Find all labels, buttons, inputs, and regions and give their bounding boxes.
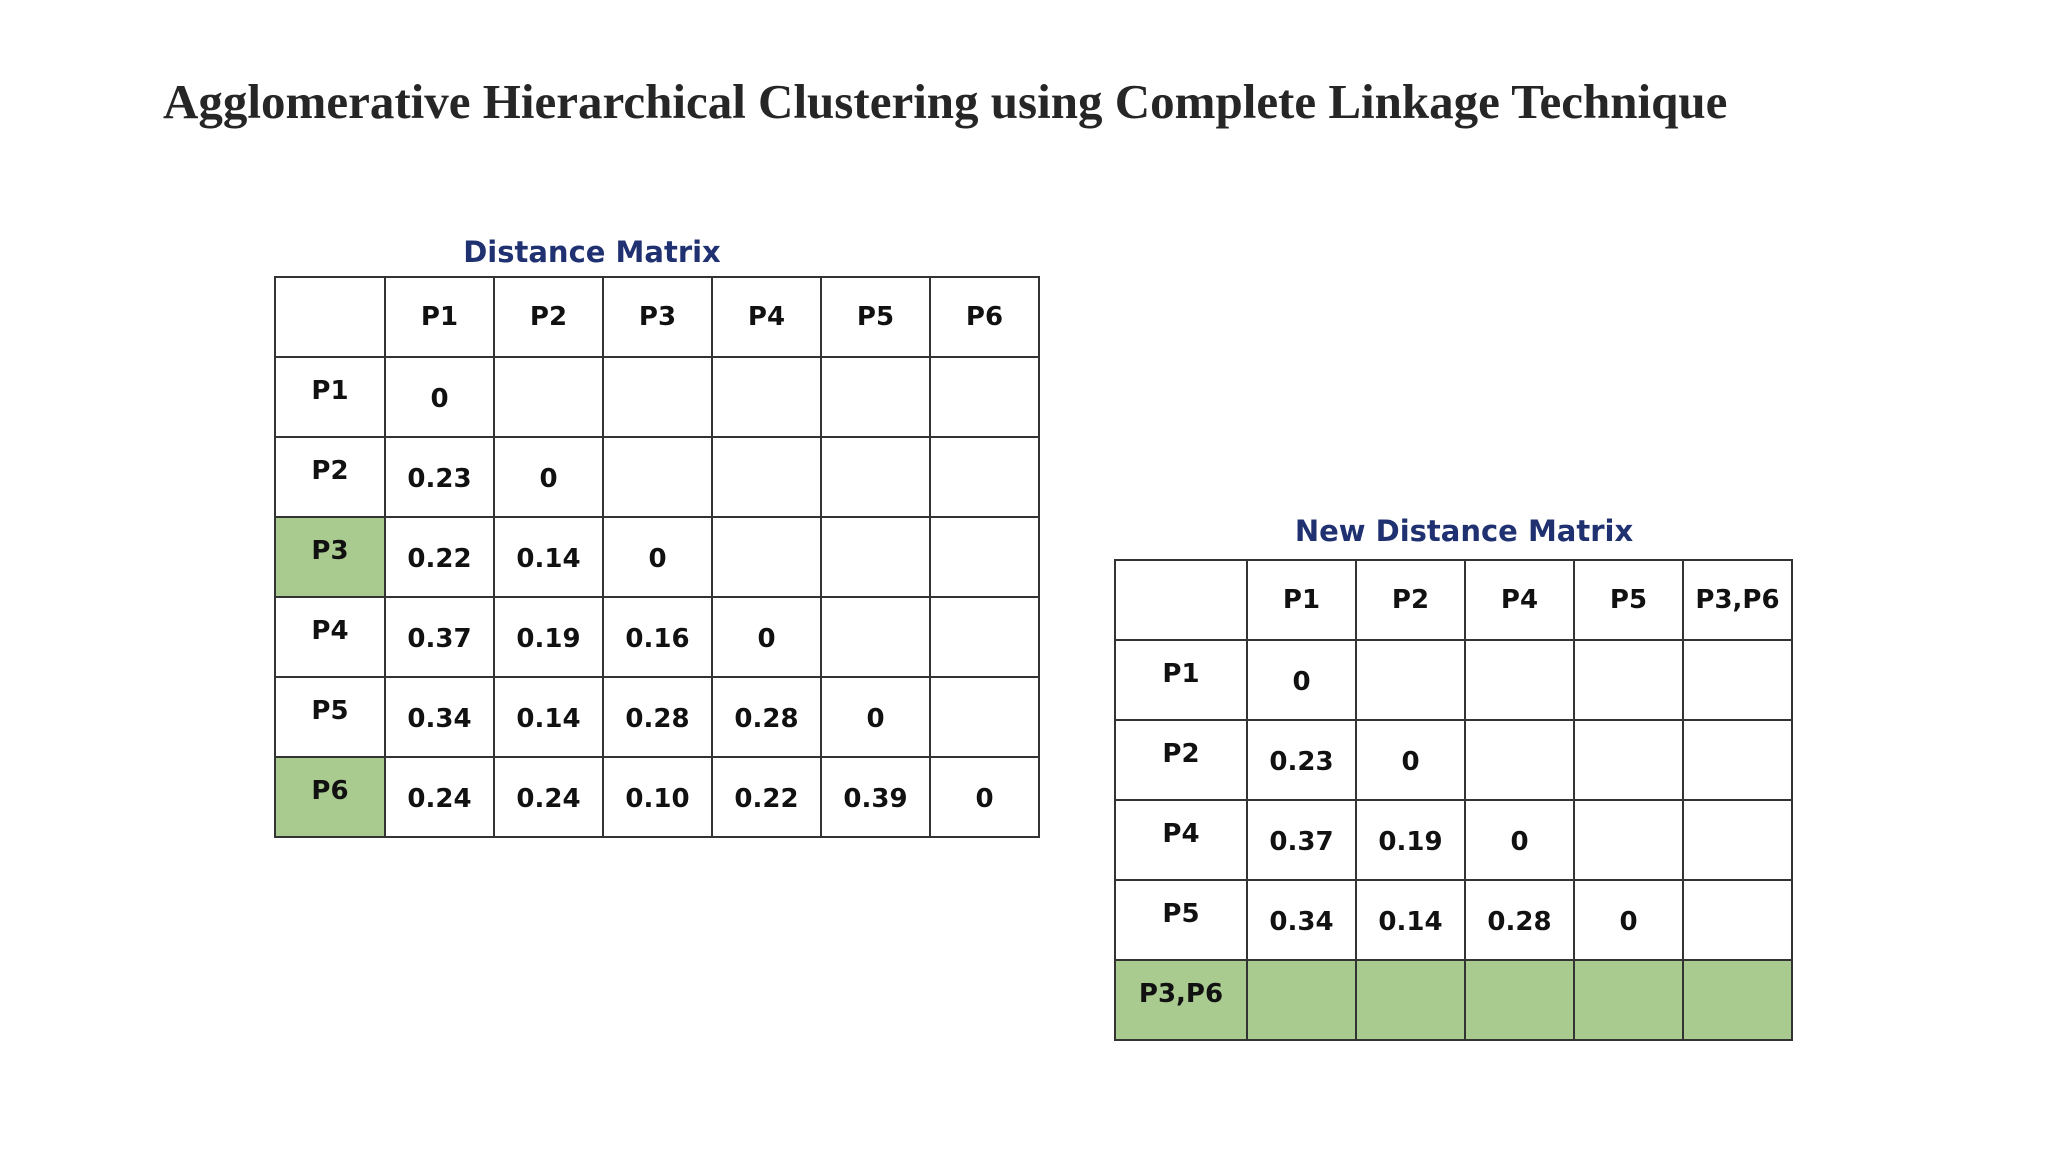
row-header [275,757,385,837]
column-header-label: P5 [856,302,895,332]
new-distance-matrix-caption: New Distance Matrix [1294,514,1634,548]
matrix-cell [494,357,603,437]
matrix-cell [603,357,712,437]
column-header-label: P3,P6 [1695,585,1780,615]
matrix-cell [385,757,494,837]
matrix-cell [603,677,712,757]
matrix-cell [1356,800,1465,880]
matrix-cell [1356,720,1465,800]
matrix-cell [930,597,1039,677]
row-header [275,597,385,677]
table-row [1115,720,1792,800]
table-row [1115,640,1792,720]
column-header [1574,560,1683,640]
matrix-cell-value: 0.28 [1487,907,1552,937]
column-header [1683,560,1792,640]
corner-cell [275,277,385,357]
matrix-cell [1247,960,1356,1040]
matrix-cell [1574,800,1683,880]
matrix-cell-value: 0 [430,384,449,414]
matrix-cell [712,357,821,437]
row-header-label: P2 [1162,739,1200,769]
row-header-label: P3,P6 [1138,979,1224,1009]
row-header [1115,720,1247,800]
table-row [1115,800,1792,880]
matrix-cell-value: 0.19 [516,624,581,654]
matrix-cell [930,437,1039,517]
matrix-cell [603,517,712,597]
matrix-cell [1683,720,1792,800]
table-row [1115,960,1792,1040]
matrix-cell [1683,800,1792,880]
row-header [275,517,385,597]
matrix-cell [1356,880,1465,960]
matrix-cell-value: 0.10 [625,784,690,814]
matrix-cell-value: 0 [975,784,994,814]
matrix-cell [821,437,930,517]
column-header-label: P1 [420,302,459,332]
matrix-cell-value: 0.37 [407,624,472,654]
matrix-cell [1247,880,1356,960]
matrix-cell [1247,800,1356,880]
row-header [1115,880,1247,960]
matrix-cell-value: 0 [866,704,885,734]
matrix-cell-value: 0.39 [843,784,908,814]
matrix-cell [1465,960,1574,1040]
matrix-cell [821,357,930,437]
matrix-cell-value: 0.28 [734,704,799,734]
matrix-cell [930,517,1039,597]
row-header-label: P6 [311,776,349,806]
table-row [1115,880,1792,960]
matrix-cell [1683,880,1792,960]
matrix-cell [1356,640,1465,720]
matrix-cell-value: 0 [1292,667,1311,697]
matrix-cell [1574,640,1683,720]
column-header [1247,560,1356,640]
new-distance-matrix-body [1115,560,1792,1040]
slide-title: Agglomerative Hierarchical Clustering using Complete Linkage Technique [163,74,1728,129]
matrix-cell [1465,720,1574,800]
matrix-cell-value: 0.22 [734,784,799,814]
matrix-cell [494,597,603,677]
matrix-cell-value: 0.23 [1269,747,1334,777]
matrix-cell-value: 0.14 [1378,907,1443,937]
matrix-cell-value: 0.16 [625,624,690,654]
matrix-cell [385,437,494,517]
row-header [1115,960,1247,1040]
matrix-cell-value: 0.24 [407,784,472,814]
distance-matrix-table [274,276,1040,838]
matrix-cell-value: 0 [539,464,558,494]
column-header-label: P5 [1609,585,1648,615]
row-header [1115,800,1247,880]
matrix-cell-value: 0 [1619,907,1638,937]
matrix-cell [1465,800,1574,880]
matrix-cell [1683,960,1792,1040]
matrix-cell [385,357,494,437]
column-header-label: P1 [1282,585,1321,615]
row-header [275,677,385,757]
matrix-cell [385,597,494,677]
matrix-cell [1247,720,1356,800]
table-row [275,677,1039,757]
matrix-cell [930,357,1039,437]
matrix-cell-value: 0 [757,624,776,654]
matrix-cell [603,757,712,837]
column-header [1356,560,1465,640]
row-header-label: P1 [1162,659,1200,689]
new-distance-matrix-table [1114,559,1793,1041]
row-header [275,357,385,437]
matrix-cell [821,757,930,837]
matrix-cell-value: 0 [648,544,667,574]
matrix-cell [821,597,930,677]
row-header-label: P4 [1162,819,1200,849]
row-header-label: P5 [1162,899,1200,929]
matrix-cell-value: 0.23 [407,464,472,494]
matrix-cell [712,677,821,757]
distance-matrix-block [274,232,1140,838]
matrix-cell [494,677,603,757]
row-header [275,437,385,517]
new-distance-matrix-block [1114,511,1814,1041]
matrix-cell-value: 0.22 [407,544,472,574]
matrix-cell [1247,640,1356,720]
matrix-cell [712,517,821,597]
matrix-cell [1356,960,1465,1040]
matrix-cell [1574,960,1683,1040]
column-header-label: P2 [529,302,568,332]
header-row [1115,560,1792,640]
matrix-cell-value: 0.14 [516,544,581,574]
table-row [275,357,1039,437]
column-header [494,277,603,357]
column-header [385,277,494,357]
matrix-cell-value: 0.19 [1378,827,1443,857]
distance-matrix-caption: Distance Matrix [463,235,721,269]
header-row [275,277,1039,357]
matrix-cell [821,677,930,757]
matrix-cell [930,677,1039,757]
matrix-cell [603,597,712,677]
column-header [1465,560,1574,640]
matrix-cell-value: 0.34 [1269,907,1334,937]
matrix-cell-value: 0.24 [516,784,581,814]
column-header [603,277,712,357]
matrix-cell [1683,640,1792,720]
matrix-cell-value: 0.37 [1269,827,1334,857]
matrix-cell [494,757,603,837]
matrix-cell [494,437,603,517]
table-row [275,517,1039,597]
matrix-cell [930,757,1039,837]
column-header-label: P4 [1500,585,1539,615]
row-header-label: P5 [311,696,349,726]
matrix-cell [494,517,603,597]
distance-matrix-body [275,277,1039,837]
table-row [275,757,1039,837]
matrix-cell [821,517,930,597]
matrix-cell-value: 0 [1510,827,1529,857]
row-header-label: P2 [311,456,349,486]
matrix-cell [385,517,494,597]
matrix-cell [385,677,494,757]
column-header-label: P2 [1391,585,1430,615]
matrix-cell-value: 0 [1401,747,1420,777]
matrix-cell [712,597,821,677]
column-header [930,277,1039,357]
matrix-cell [1574,880,1683,960]
matrix-cell [1574,720,1683,800]
column-header-label: P3 [638,302,677,332]
column-header [821,277,930,357]
table-row [275,437,1039,517]
matrix-cell [712,757,821,837]
column-header-label: P4 [747,302,786,332]
matrix-cell-value: 0.34 [407,704,472,734]
table-row [275,597,1039,677]
column-header-label: P6 [965,302,1004,332]
column-header [712,277,821,357]
row-header-label: P3 [311,536,349,566]
row-header-label: P4 [311,616,349,646]
matrix-cell [712,437,821,517]
matrix-cell [603,437,712,517]
row-header-label: P1 [311,376,349,406]
row-header [1115,640,1247,720]
matrix-cell-value: 0.28 [625,704,690,734]
matrix-cell [1465,640,1574,720]
matrix-cell-value: 0.14 [516,704,581,734]
corner-cell [1115,560,1247,640]
matrix-cell [1465,880,1574,960]
